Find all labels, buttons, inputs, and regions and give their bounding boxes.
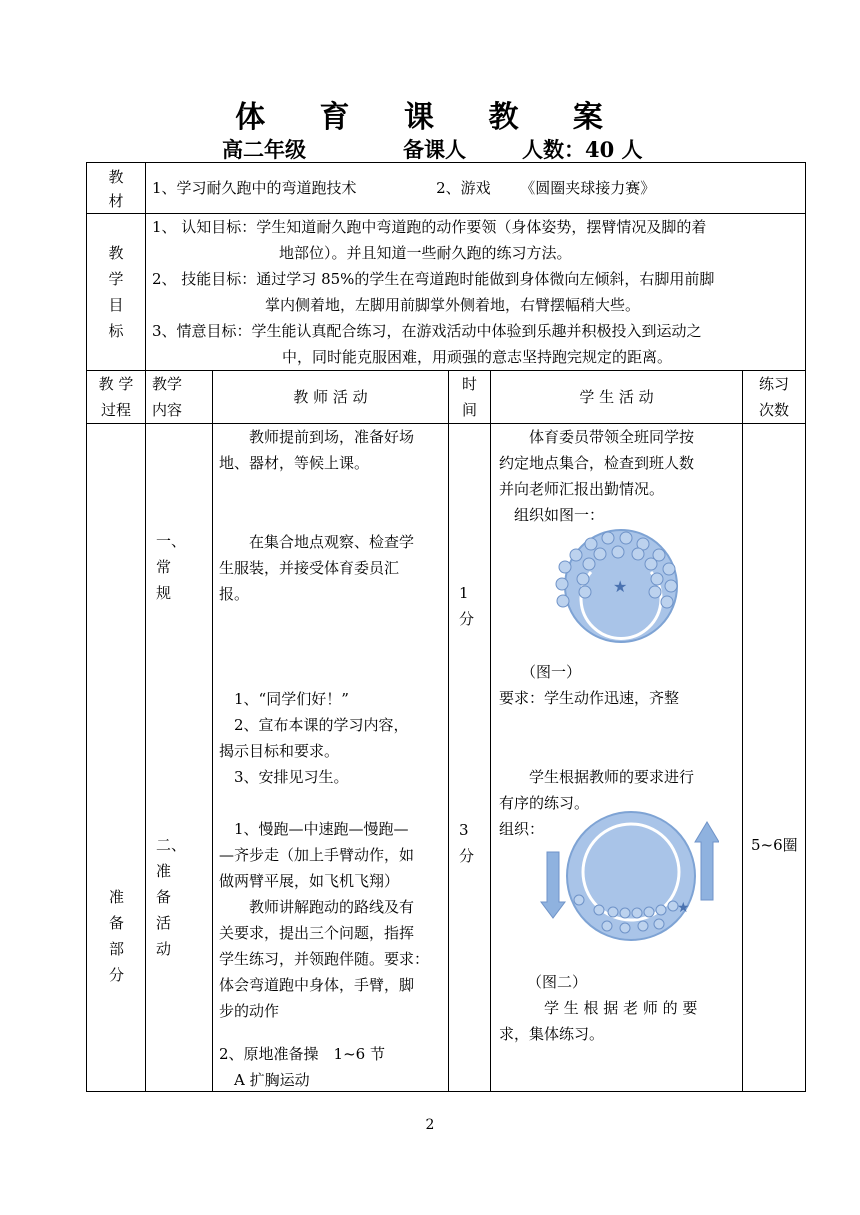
student-count: 人数：40 人 <box>522 137 643 162</box>
col-teacher: 教 师 活 动 <box>213 371 449 424</box>
content-warmup: 二、 准 备 活 动 <box>156 836 187 958</box>
figure-2-caption: （图二） <box>527 973 588 991</box>
time-routine: 1 分 <box>459 584 475 628</box>
lesson-plan-table <box>86 162 806 1092</box>
prep-section-row <box>87 424 806 1092</box>
prep-content <box>146 424 213 1092</box>
goal-3-line-1: 3、情意目标：学生能认真配合练习，在游戏活动中体验到乐趣并积极投入到运动之 <box>152 322 702 340</box>
material-item-1: 1、学习耐久跑中的弯道跑技术 <box>152 179 357 197</box>
prep-section-label: 准 备 部 分 <box>87 424 146 1092</box>
goal-2-line-2: 掌内侧着地，左脚用前脚掌外侧着地，右臂摆幅稍大些。 <box>265 296 641 314</box>
material-content <box>146 163 806 214</box>
material-item-2-name: 《圆圈夹球接力赛》 <box>520 179 656 197</box>
column-header-row <box>87 371 806 424</box>
preparer-label: 备课人 <box>403 137 466 162</box>
goal-1-line-1: 1、 认知目标：学生知道耐久跑中弯道跑的动作要领（身体姿势，摆臂情况及脚的着 <box>152 218 707 236</box>
material-label: 教 材 <box>87 163 146 214</box>
teacher-activity: 教师提前到场，准备好场 地、器材，等候上课。 在集合地点观察、检查学 生服装，并接受体育委员汇 报。 1、“同学们好！” 2、宣布本课的学习内容， 揭示目标和要求。 3、安排见习生。 1、慢跑—中速跑—慢跑— —齐步走（加上手臂动作，如 做两臂平展，如飞机飞翔） 教师讲解跑动的路线及有 关要求，提出三个问题，指挥 学生练习，并领跑伴随。要求： 体会弯道跑中身体，手臂，脚 步的动作 2、原地准备操 1~6 节 A 扩胸运动 <box>213 424 449 1092</box>
content-routine: 一、 常 规 <box>156 532 187 602</box>
goal-1-line-2: 地部位）。并且知道一些耐久跑的练习方法。 <box>279 244 572 262</box>
col-reps: 练习 次数 <box>743 371 806 424</box>
reps-column <box>743 424 806 1092</box>
goals-content <box>146 214 806 371</box>
goals-label: 教 学 目 标 <box>87 214 146 371</box>
formation-diagram-1 <box>551 524 711 652</box>
teacher-star-icon: ★ <box>677 900 690 916</box>
col-time: 时 间 <box>449 371 491 424</box>
col-content: 教学 内容 <box>146 371 213 424</box>
formation-diagram-2 <box>539 808 719 958</box>
time-column <box>449 424 491 1092</box>
page-number: 2 <box>425 1117 435 1133</box>
goals-row <box>87 214 806 371</box>
reps-value: 5~6圈 <box>751 836 798 854</box>
time-warmup: 3 分 <box>459 821 475 865</box>
goal-2-line-1: 2、 技能目标：通过学习 85%的学生在弯道跑时能做到身体微向左倾斜，右脚用前脚 <box>152 270 715 288</box>
arrow-down-icon <box>541 852 565 918</box>
arrow-up-icon <box>695 822 719 900</box>
student-activity: 体育委员带领全班同学按 约定地点集合，检查到班人数 并向老师汇报出勤情况。 组织如图一： ★ （图一） 要求：学生动作迅速，齐整 学生根据教师的要求进行 有序的练习。 组织： ★ （图二） 学 生 根 据 老 师 的 要 求，集体练习。 <box>491 424 743 1092</box>
goal-3-line-2: 中，同时能克服困难，用顽强的意志坚持跑完规定的距离。 <box>282 348 673 366</box>
figure-1-caption: （图一） <box>521 663 582 681</box>
material-row <box>87 163 806 214</box>
requirement-text: 要求：学生动作迅速，齐整 <box>499 689 680 707</box>
teacher-star-icon: ★ <box>613 577 628 596</box>
material-item-2: 2、游戏 <box>436 179 491 197</box>
page-title: 体 育 课 教 案 <box>235 100 625 135</box>
col-student: 学 生 活 动 <box>491 371 743 424</box>
grade-label: 高二年级 <box>222 137 306 162</box>
col-process: 教 学 过程 <box>87 371 146 424</box>
